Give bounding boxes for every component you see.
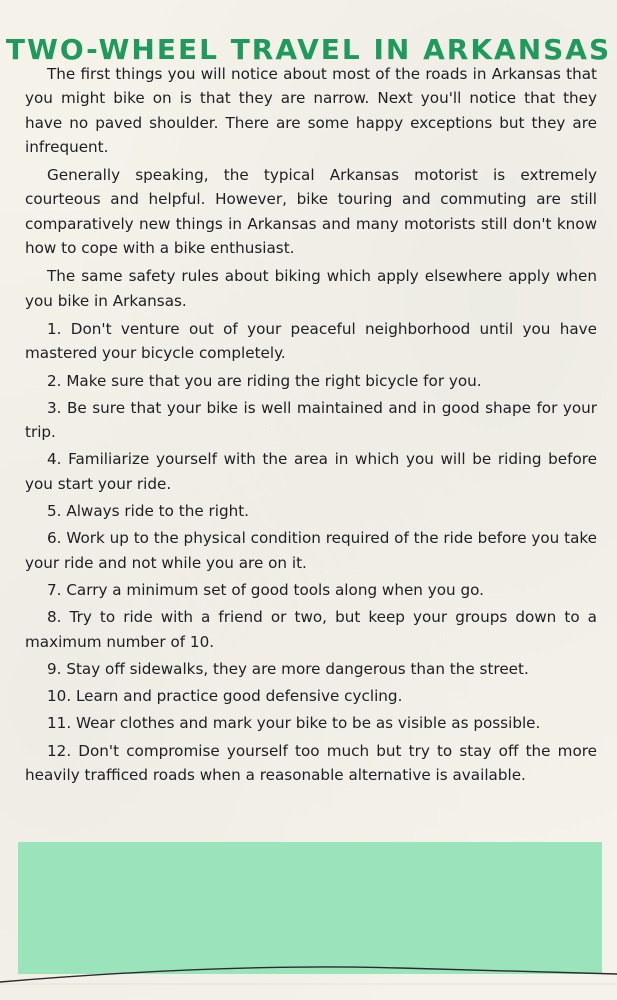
rule-item: 3. Be sure that your bike is well maintained and in good shape for your trip.	[25, 398, 597, 442]
rule-item: 9. Stay off sidewalks, they are more dangerous than the street.	[47, 659, 529, 678]
rule-item: 12. Don't compromise yourself too much but try to stay off the more heavily trafficed roads when a reasonable alternative is available.	[25, 741, 597, 785]
paragraph-motorists: Generally speaking, the typical Arkansas motorist is extremely courteous and helpful. However, bike touring and commuting are still comparatively new things in Arkansas and many motorists still don't know how to cope with a bike enthusiast.	[25, 166, 597, 258]
rule-item: 4. Familiarize yourself with the area in which you will be riding before you start your ride.	[25, 450, 597, 493]
paragraph-intro: The first things you will notice about most of the roads in Arkansas that you might bike on is that they are narrow. Next you'll notice that they have no paved shoulder. There are some happy exceptions but they are infrequent.	[25, 65, 597, 156]
page-title: TWO-WHEEL TRAVEL IN ARKANSAS	[5, 32, 612, 66]
paragraph-safety-rules: The same safety rules about biking which apply elsewhere apply when you bike in Arkansas.	[25, 267, 597, 310]
rule-item: 10. Learn and practice good defensive cycling.	[47, 687, 403, 706]
rule-item: 8. Try to ride with a friend or two, but keep your groups down to a maximum number of 10.	[25, 608, 597, 651]
article-body	[25, 62, 597, 790]
rule-item: 7. Carry a minimum set of good tools along when you go.	[47, 580, 484, 599]
paper-fold-line	[0, 958, 617, 1000]
rule-item: 6. Work up to the physical condition required of the ride before you take your ride and not while you are on it.	[25, 529, 597, 572]
rule-item: 1. Don't venture out of your peaceful neighborhood until you have mastered your bicycle completely.	[25, 319, 597, 363]
green-panel	[18, 842, 602, 974]
rule-item: 2. Make sure that you are riding the right bicycle for you.	[47, 371, 482, 390]
rule-item: 11. Wear clothes and mark your bike to be as visible as possible.	[47, 714, 541, 733]
rule-item: 5. Always ride to the right.	[47, 502, 249, 521]
